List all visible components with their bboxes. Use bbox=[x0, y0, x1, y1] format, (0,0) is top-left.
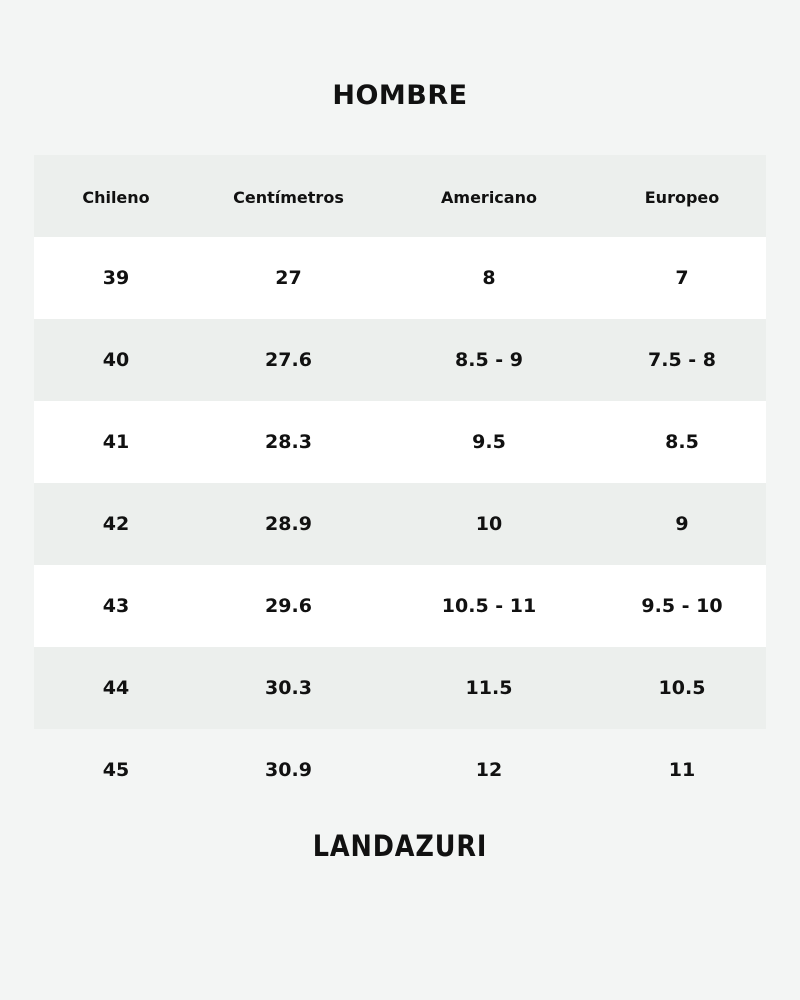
brand-logo: LANDAZURI bbox=[312, 829, 488, 863]
cell-centimetros: 28.9 bbox=[265, 513, 312, 535]
cell-americano: 8.5 - 9 bbox=[455, 349, 523, 371]
cell-europeo: 7.5 - 8 bbox=[648, 349, 716, 371]
cell-chileno: 39 bbox=[102, 267, 130, 289]
cell-chileno: 43 bbox=[102, 595, 130, 617]
header-americano: Americano bbox=[441, 188, 537, 207]
cell-chileno: 45 bbox=[102, 759, 130, 781]
table-row bbox=[34, 729, 766, 811]
cell-americano: 9.5 bbox=[472, 431, 506, 453]
cell-americano: 10.5 - 11 bbox=[441, 595, 537, 617]
table-header-row bbox=[34, 155, 766, 237]
table-row bbox=[34, 483, 766, 565]
header-europeo: Europeo bbox=[644, 188, 720, 207]
cell-americano: 12 bbox=[475, 759, 503, 781]
table-row bbox=[34, 401, 766, 483]
cell-europeo: 9.5 - 10 bbox=[641, 595, 723, 617]
cell-centimetros: 30.9 bbox=[265, 759, 312, 781]
page-title: HOMBRE bbox=[332, 80, 468, 111]
header-centimetros: Centímetros bbox=[233, 188, 344, 207]
cell-centimetros: 30.3 bbox=[265, 677, 312, 699]
table-row bbox=[34, 237, 766, 319]
table-row bbox=[34, 319, 766, 401]
cell-europeo: 10.5 bbox=[658, 677, 706, 699]
cell-chileno: 44 bbox=[102, 677, 130, 699]
header-chileno: Chileno bbox=[82, 188, 150, 207]
cell-chileno: 40 bbox=[102, 349, 130, 371]
cell-centimetros: 27 bbox=[275, 267, 302, 289]
cell-centimetros: 27.6 bbox=[265, 349, 312, 371]
size-chart-table bbox=[34, 155, 766, 811]
cell-europeo: 8.5 bbox=[665, 431, 699, 453]
cell-europeo: 9 bbox=[675, 513, 689, 535]
cell-centimetros: 28.3 bbox=[265, 431, 312, 453]
cell-centimetros: 29.6 bbox=[265, 595, 312, 617]
cell-chileno: 42 bbox=[102, 513, 130, 535]
cell-americano: 8 bbox=[482, 267, 496, 289]
table-row bbox=[34, 647, 766, 729]
cell-chileno: 41 bbox=[102, 431, 130, 453]
cell-americano: 11.5 bbox=[465, 677, 513, 699]
table-row bbox=[34, 565, 766, 647]
cell-americano: 10 bbox=[475, 513, 503, 535]
cell-europeo: 11 bbox=[668, 759, 696, 781]
cell-europeo: 7 bbox=[675, 267, 689, 289]
